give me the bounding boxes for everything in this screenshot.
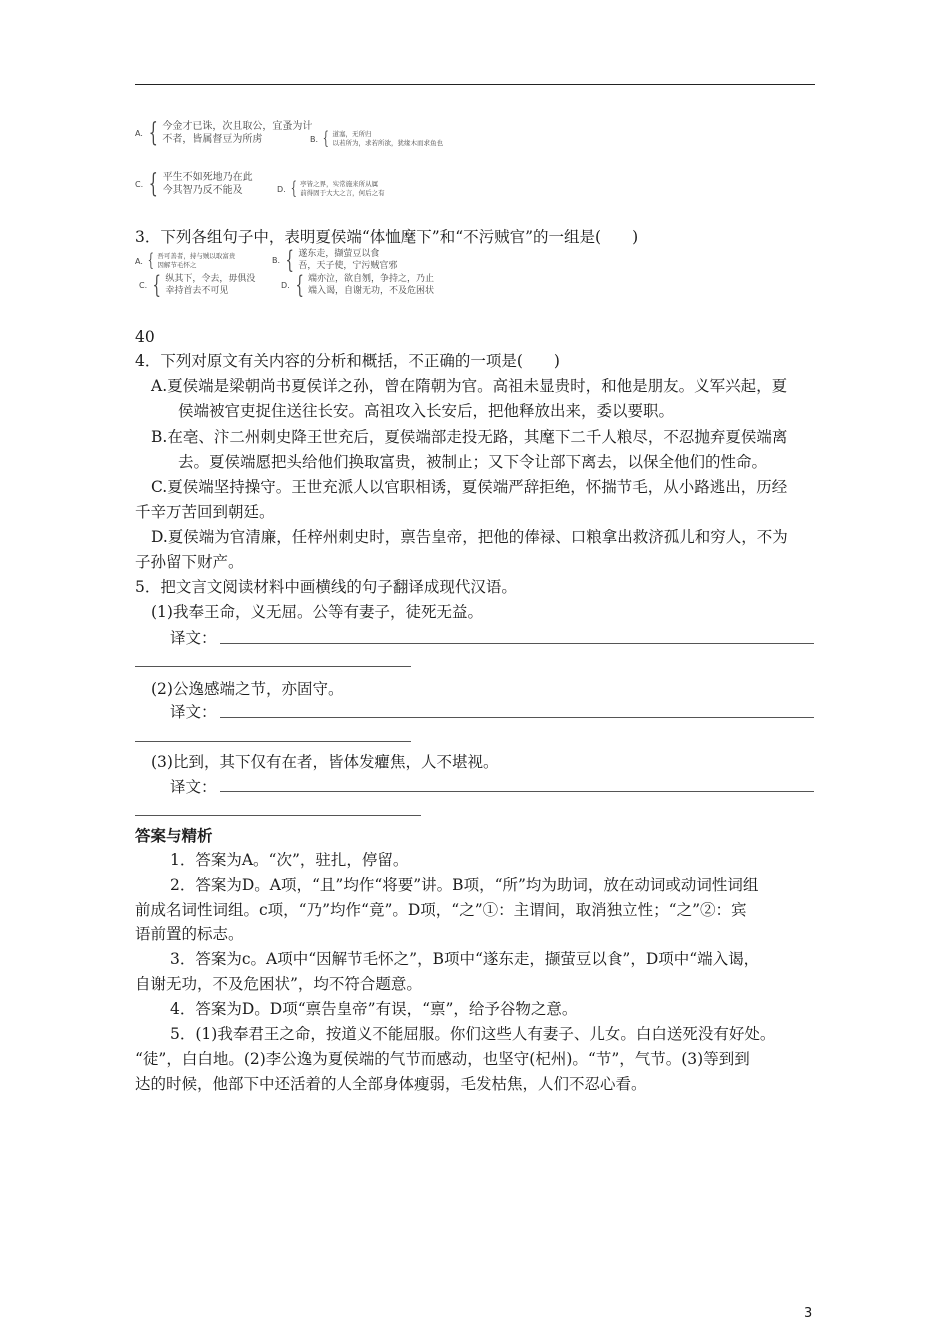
header-rule: [135, 84, 815, 85]
q2-option-d: D. { 亭皆之界，实常施来所从属 前得固于大大之言，何后之有: [277, 178, 385, 199]
q3-option-b: B. { 遂东走，撷萤豆以食 吾，天子使，宁污贼官邪: [272, 246, 398, 274]
q4-option-c-line2: 千辛万苦回到朝廷。: [135, 503, 275, 521]
answer-line-1a[interactable]: [220, 643, 814, 644]
answer-5-line2: “徒”，白白地。(2)李公逸为夏侯端的气节而感动，也坚守(杞州)。“节”，气节。(3)等到到: [135, 1050, 750, 1068]
stray-number: 40: [135, 328, 155, 346]
answer-2-line3: 语前置的标志。: [135, 925, 244, 943]
q3-option-c: C. { 纵其下，令去，毋俱没 幸持首去不可见: [139, 271, 256, 299]
answer-3-line2: 自谢无功，不及危困状”，均不符合题意。: [135, 975, 422, 993]
q4-option-c-line1: C.夏侯端坚持操守。王世充派人以官职相诱，夏侯端严辞拒绝，怀揣节毛，从小路逃出，历经: [151, 478, 788, 496]
answer-5-line1: 5．(1)我奉君王之命，按道义不能屈服。你们这些人有妻子、儿女。白白送死没有好处。: [170, 1025, 776, 1043]
q5-answer-label-3: 译文：: [170, 778, 217, 796]
q2-option-a: A. { 今金才已诛，次且取公，宜蚤为计 不者，皆属督豆为所虏: [135, 118, 313, 148]
q2-option-b: B. { 道塞，无所归 以若所为，求若所欲，犹缘木而求鱼也: [310, 128, 443, 149]
answer-line-2a[interactable]: [220, 717, 814, 718]
q4-option-a-line1: A.夏侯端是梁朝尚书夏侯详之孙，曾在隋朝为官。高祖未显贵时，和他是朋友。义军兴起，夏: [151, 377, 788, 395]
q2-option-c: C. { 平生不如死地乃在此 今其智乃反不能及: [135, 169, 253, 199]
answer-4: 4．答案为D。D项“禀告皇帝”有误，“禀”，给予谷物之意。: [170, 1000, 578, 1018]
q4-option-d-line2: 子孙留下财产。: [135, 553, 244, 571]
q5-stem: 5．把文言文阅读材料中画横线的句子翻译成现代汉语。: [135, 578, 517, 596]
q5-answer-label-2: 译文：: [170, 703, 217, 721]
q4-option-a-line2: 侯端被官吏捉住送往长安。高祖攻入长安后，把他释放出来，委以要职。: [178, 402, 675, 420]
answer-line-2b[interactable]: [135, 741, 411, 742]
q4-option-d-line1: D.夏侯端为官清廉，任梓州刺史时，禀告皇帝，把他的俸禄、口粮拿出救济孤儿和穷人，不为: [151, 528, 788, 546]
q3-stem: 3．下列各组句子中，表明夏侯端“体恤麾下”和“不污贼官”的一组是( ): [135, 228, 639, 246]
answer-5-line3: 达的时候，他部下中还活着的人全部身体瘦弱，毛发枯焦，人们不忍心看。: [135, 1075, 647, 1093]
q3-option-d: D. { 端亦泣，欲自刎，争持之，乃止 端入谒，自谢无功，不及危困状: [281, 271, 434, 299]
q5-answer-label-1: 译文：: [170, 629, 217, 647]
answers-heading: 答案与精析: [135, 827, 213, 845]
q5-sentence-3: (3)比到，其下仅有在者，皆体发癯焦，人不堪视。: [151, 753, 499, 771]
q4-option-b-line1: B.在亳、汴二州刺史降王世充后，夏侯端部走投无路，其麾下二千人粮尽，不忍抛弃夏侯端离: [151, 428, 788, 446]
answer-line-3a[interactable]: [220, 791, 814, 792]
answer-2-line1: 2．答案为D。A项，“且”均作“将要”讲。B项，“所”均为助词，放在动词或动词性词组: [170, 876, 759, 894]
answer-line-1b[interactable]: [135, 666, 411, 667]
q4-option-b-line2: 去。夏侯端愿把头给他们换取富贵，被制止；又下令让部下离去，以保全他们的性命。: [178, 453, 768, 471]
answer-2-line2: 前成名词性词组。c项，“乃”均作“竟”。D项，“之”①：主谓间，取消独立性；“之”②：宾: [135, 901, 747, 919]
q4-stem: 4．下列对原文有关内容的分析和概括，不正确的一项是( ): [135, 352, 560, 370]
q5-sentence-2: (2)公逸感端之节，亦固守。: [151, 680, 344, 698]
answer-line-3b[interactable]: [135, 815, 421, 816]
page-number: 3: [804, 1306, 813, 1321]
answer-1: 1．答案为A。“次”，驻扎，停留。: [170, 851, 409, 869]
q5-sentence-1: (1)我奉王命，义无屈。公等有妻子，徒死无益。: [151, 603, 483, 621]
answer-3-line1: 3．答案为c。A项中“因解节毛怀之”，B项中“遂东走，撷萤豆以食”，D项中“端入谒，: [170, 950, 760, 968]
q3-option-a: A. { 吾可善者，持与贼以取富贵 因解节毛怀之: [135, 250, 236, 271]
